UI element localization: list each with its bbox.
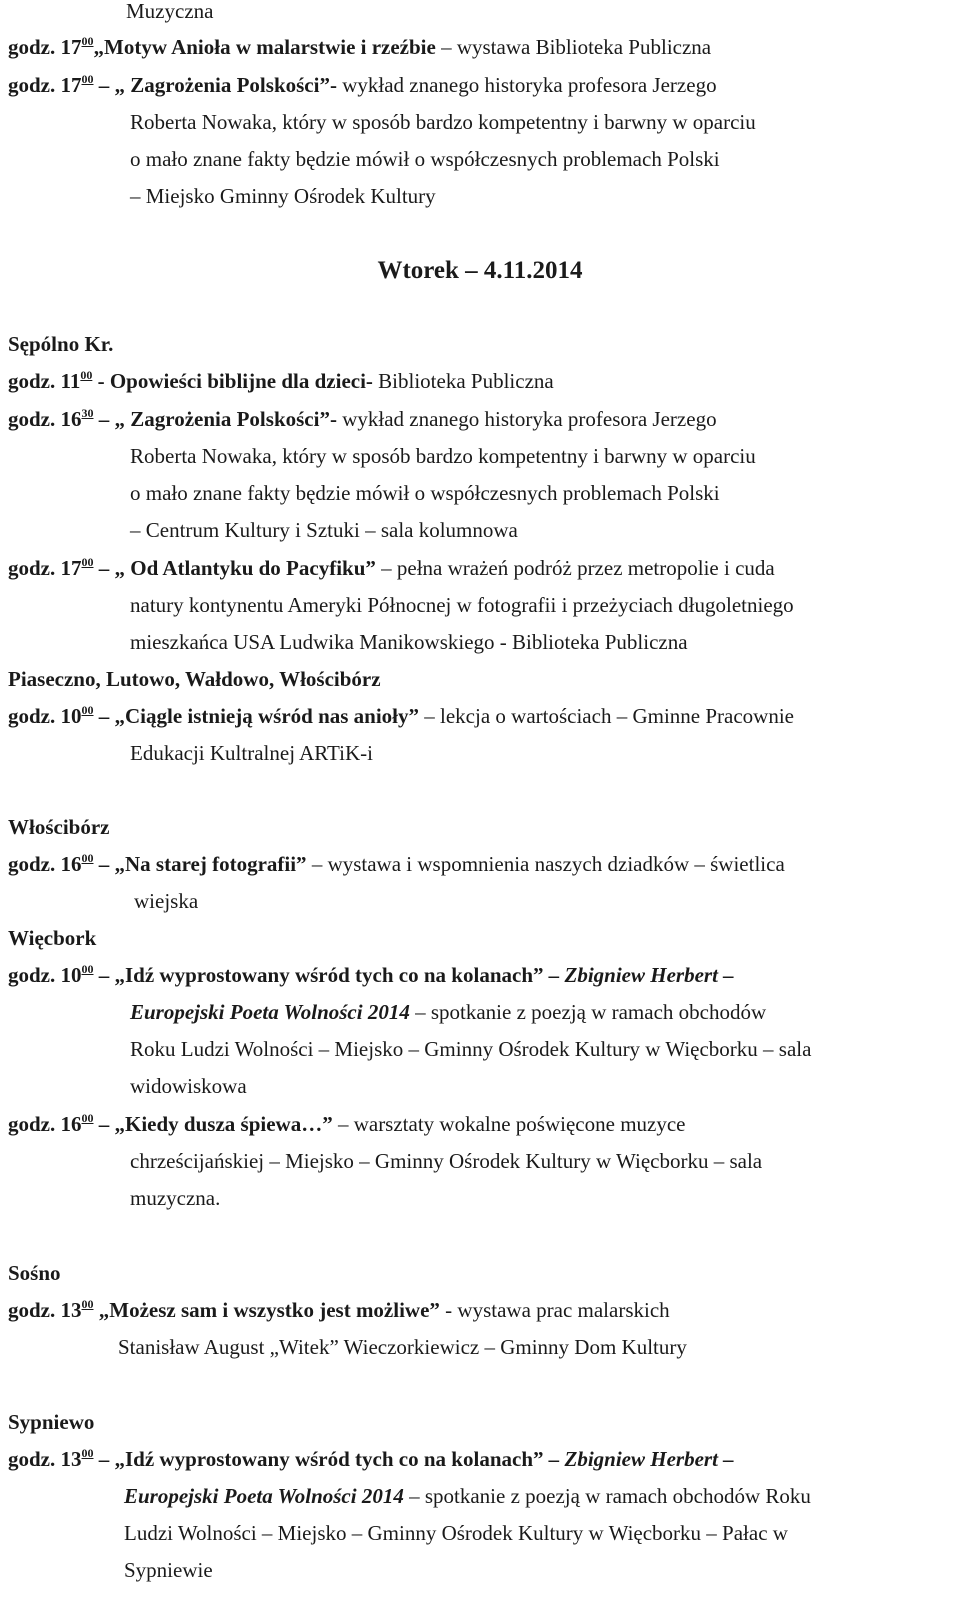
event-title: – „Na starej fotografii” — [93, 852, 307, 876]
event-desc: – wystawa i wspomnienia naszych dziadków – świetlica — [306, 852, 785, 876]
event-desc-line: o mało znane fakty będzie mówił o współczesnych problemach Polski — [130, 147, 720, 171]
continuation-line — [126, 0, 213, 30]
event-time: godz. $16^{00}$ — [8, 1111, 94, 1136]
body-text: Muzyczna — [126, 0, 214, 23]
event-time: godz. $17^{00}$ — [8, 555, 94, 580]
location-heading: Sośno — [8, 1261, 61, 1285]
event-title: - Opowieści biblijne dla dzieci- — [92, 369, 373, 393]
event-desc-line: Stanisław August „Witek” Wieczorkiewicz – Gminny Dom Kultury — [118, 1335, 687, 1359]
event-author: Europejski Poeta Wolności 2014 — [124, 1484, 404, 1508]
event-line — [8, 363, 554, 400]
event-desc-line: o mało znane fakty będzie mówił o współczesnych problemach Polski — [130, 481, 720, 505]
location-heading: Sępólno Kr. — [8, 332, 114, 356]
event-line — [8, 29, 711, 66]
event-time: godz. $16^{00}$ — [8, 851, 94, 876]
event-title: „Możesz sam i wszystko jest możliwe” — [93, 1298, 440, 1322]
event-time: godz. $11^{00}$ — [8, 368, 93, 393]
event-line — [8, 67, 717, 104]
day-heading: Wtorek – 4.11.2014 — [377, 257, 583, 284]
location-heading: Sypniewo — [8, 1410, 95, 1434]
event-title: „Motyw Anioła w malarstwie i rzeźbie — [93, 35, 436, 59]
event-desc: – spotkanie z poezją w ramach obchodów — [409, 1000, 767, 1024]
event-desc: – pełna wrażeń podróż przez metropolie i cuda — [375, 556, 775, 580]
event-line — [8, 401, 717, 438]
event-desc: – spotkanie z poezją w ramach obchodów Roku — [403, 1484, 811, 1508]
event-desc: wykład znanego historyka profesora Jerzego — [336, 73, 717, 97]
event-desc: – warsztaty wokalne poświęcone muzyce — [332, 1112, 686, 1136]
event-time: godz. $17^{00}$ — [8, 34, 94, 59]
event-desc-line — [124, 1478, 811, 1515]
event-desc-line: – Miejsko Gminny Ośrodek Kultury — [130, 184, 436, 208]
event-desc: wykład znanego historyka profesora Jerzego — [336, 407, 717, 431]
event-desc: – lekcja o wartościach – Gminne Pracownie — [419, 704, 794, 728]
event-line — [8, 957, 734, 994]
event-time: godz. $10^{00}$ — [8, 962, 94, 987]
event-desc-line: Roberta Nowaka, który w sposób bardzo kompetentny i barwny w oparciu — [130, 444, 756, 468]
event-desc-line: chrześcijańskiej – Miejsko – Gminny Ośrodek Kultury w Więcborku – sala — [130, 1149, 763, 1173]
event-desc-line: Roku Ludzi Wolności – Miejsko – Gminny Ośrodek Kultury w Więcborku – sala — [130, 1037, 812, 1061]
event-desc-line: – Centrum Kultury i Sztuki – sala kolumnowa — [130, 518, 518, 542]
event-time: godz. $16^{30}$ — [8, 406, 94, 431]
event-title: – „ Zagrożenia Polskości”- — [93, 73, 337, 97]
location-heading: Włościbórz — [8, 815, 110, 839]
event-line — [8, 698, 794, 735]
event-desc-line: Ludzi Wolności – Miejsko – Gminny Ośrodek Kultury w Więcborku – Pałac w — [124, 1521, 788, 1545]
event-desc-line: wiejska — [134, 889, 199, 913]
event-desc-line: widowiskowa — [130, 1074, 247, 1098]
event-line — [8, 846, 785, 883]
event-desc-line: mieszkańca USA Ludwika Manikowskiego - Biblioteka Publiczna — [130, 630, 688, 654]
event-desc: Biblioteka Publiczna — [372, 369, 554, 393]
event-desc-line: Roberta Nowaka, który w sposób bardzo kompetentny i barwny w oparciu — [130, 110, 756, 134]
event-line — [8, 550, 775, 587]
event-author: Europejski Poeta Wolności 2014 — [130, 1000, 410, 1024]
event-title: – „Idź wyprostowany wśród tych co na kolanach” — [93, 963, 544, 987]
event-time: godz. $10^{00}$ — [8, 703, 94, 728]
event-desc: - wystawa prac malarskich — [439, 1298, 670, 1322]
event-title: – „ Od Atlantyku do Pacyfiku” — [93, 556, 376, 580]
event-line — [8, 1106, 686, 1143]
event-time: godz. $13^{00}$ — [8, 1446, 94, 1471]
event-title: – „ Zagrożenia Polskości”- — [93, 407, 337, 431]
event-title: – „Idź wyprostowany wśród tych co na kolanach” — [93, 1447, 544, 1471]
location-heading: Piaseczno, Lutowo, Wałdowo, Włościbórz — [8, 667, 381, 691]
event-desc-line: Edukacji Kultralnej ARTiK-i — [130, 741, 373, 765]
event-time: godz. $13^{00}$ — [8, 1297, 94, 1322]
event-line — [8, 1292, 670, 1329]
event-desc-line: muzyczna. — [130, 1186, 221, 1210]
event-title: – „Ciągle istnieją wśród nas anioły” — [93, 704, 420, 728]
location-heading: Więcbork — [8, 926, 97, 950]
event-line — [8, 1441, 734, 1478]
event-desc-line — [130, 994, 766, 1031]
event-time: godz. $17^{00}$ — [8, 72, 94, 97]
event-title: – „Kiedy dusza śpiewa…” — [93, 1112, 333, 1136]
event-author: – Zbigniew Herbert – — [543, 963, 734, 987]
event-author: – Zbigniew Herbert – — [543, 1447, 734, 1471]
event-desc-line: natury kontynentu Ameryki Północnej w fotografii i przeżyciach długoletniego — [130, 593, 794, 617]
event-desc-line: Sypniewie — [124, 1558, 213, 1582]
event-desc: – wystawa Biblioteka Publiczna — [435, 35, 712, 59]
